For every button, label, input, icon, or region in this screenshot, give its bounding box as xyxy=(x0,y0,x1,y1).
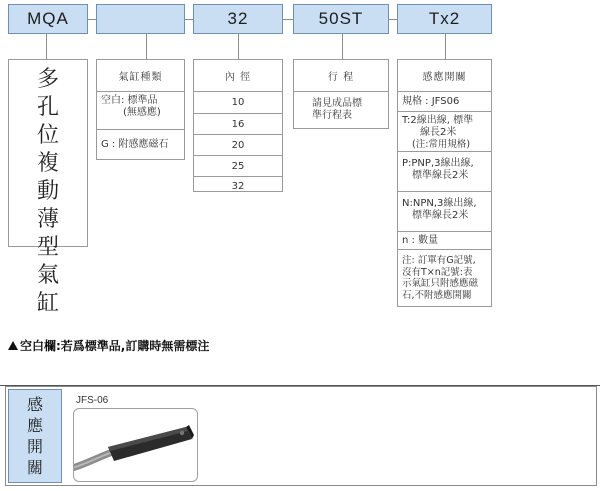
switch-t-line: 線長2米 xyxy=(420,127,457,138)
stroke-note xyxy=(294,92,388,125)
switch-t-line: (注:常用規格) xyxy=(412,139,471,150)
switch-type-p xyxy=(398,152,491,192)
title-char: 多 xyxy=(36,67,59,92)
code-series: MQA xyxy=(27,9,69,28)
code-box-switch xyxy=(397,4,492,34)
code-box-type-blank xyxy=(96,4,185,34)
sensor-title-char: 感 xyxy=(26,395,43,414)
stroke-header: 行 程 xyxy=(294,60,388,92)
bore-header: 內 徑 xyxy=(194,60,282,92)
title-char: 動 xyxy=(36,179,59,204)
bore-value: 32 xyxy=(231,181,245,192)
switch-n-line: N:NPN,3線出線, xyxy=(402,198,477,209)
switch-p-line: 標準線長2米 xyxy=(412,170,469,181)
switch-p-line: P:PNP,3線出線, xyxy=(402,158,474,169)
stroke-note-line: 請見成品標 xyxy=(312,98,362,109)
switch-header: 感應開關 xyxy=(398,60,491,92)
code-bore: 32 xyxy=(227,9,249,28)
switch-n-line: 標準線長2米 xyxy=(412,210,469,221)
drop-line xyxy=(146,34,147,59)
connector-line xyxy=(88,19,96,20)
connector-line xyxy=(185,19,193,20)
cylinder-type-table xyxy=(96,59,185,160)
sensor-model-label: JFS-06 xyxy=(76,395,109,406)
title-char: 氣 xyxy=(36,263,59,288)
switch-type-n xyxy=(398,192,491,232)
stroke-note-line: 準行程表 xyxy=(312,110,352,121)
switch-note-line: 沒有T×n記號:表 xyxy=(402,266,473,278)
drop-line xyxy=(445,34,446,59)
title-char: 薄 xyxy=(36,207,59,232)
bore-table xyxy=(193,59,283,192)
switch-qty: n : 數量 xyxy=(398,232,491,250)
sensor-title-char: 關 xyxy=(26,458,43,477)
title-char: 孔 xyxy=(36,95,59,120)
cylinder-type-blank-label: 空白: 標準品 xyxy=(101,95,158,106)
switch-note-line: 示氣缸只附感應磁 xyxy=(402,278,479,289)
code-box-bore xyxy=(193,4,283,34)
title-char: 型 xyxy=(36,235,59,260)
connector-line xyxy=(389,19,397,20)
switch-t-line: T:2線出線, 標準 xyxy=(402,115,474,126)
code-switch: Tx2 xyxy=(428,9,461,28)
bore-value: 25 xyxy=(194,156,282,177)
bore-value: 10 xyxy=(194,92,282,114)
blank-field-note xyxy=(8,337,209,354)
bore-value: 20 xyxy=(194,135,282,156)
code-box-series xyxy=(8,4,88,34)
sensor-section-title xyxy=(8,389,62,483)
code-stroke: 50ST xyxy=(318,9,364,28)
drop-line xyxy=(46,34,47,59)
switch-note xyxy=(398,250,491,304)
reed-switch-icon xyxy=(74,409,198,482)
drop-line xyxy=(342,34,343,59)
bore-value: 16 xyxy=(194,114,282,135)
title-char: 位 xyxy=(36,123,59,148)
code-box-stroke xyxy=(293,4,389,34)
stroke-table xyxy=(293,59,389,129)
drop-line xyxy=(238,34,239,59)
sensor-title-char: 開 xyxy=(26,437,43,456)
cylinder-type-blank-sub: (無感應) xyxy=(123,107,161,118)
sensor-title-char: 應 xyxy=(26,416,43,435)
switch-note-line: 石,不附感應開關 xyxy=(402,289,472,301)
switch-note-line: 注: 訂單有G記號, xyxy=(402,255,476,266)
product-title xyxy=(8,59,88,316)
title-char: 複 xyxy=(36,151,59,176)
warning-triangle-icon xyxy=(8,341,18,350)
title-char: 缸 xyxy=(36,291,59,316)
switch-table xyxy=(397,59,492,307)
cylinder-type-blank xyxy=(97,92,184,130)
cylinder-type-g: G : 附感應磁石 xyxy=(101,139,169,150)
switch-type-t xyxy=(398,112,491,152)
cylinder-type-header: 氣缸種類 xyxy=(97,60,184,92)
switch-spec: 規格 : JFS06 xyxy=(398,92,491,112)
blank-field-note-text: 空白欄:若爲標準品,訂購時無需標注 xyxy=(20,339,210,353)
connector-line xyxy=(283,19,293,20)
sensor-image xyxy=(73,408,198,482)
